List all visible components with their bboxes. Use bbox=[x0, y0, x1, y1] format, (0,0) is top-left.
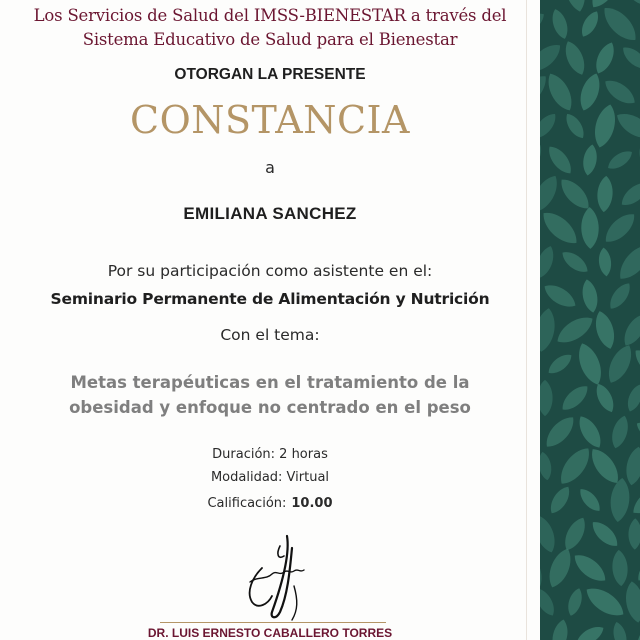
leaf-shape bbox=[616, 0, 640, 10]
leaf-shape bbox=[573, 622, 607, 640]
leaf-pattern-icon bbox=[540, 0, 640, 640]
leaf-shape bbox=[635, 208, 640, 247]
tema-label: Con el tema: bbox=[220, 326, 320, 344]
leaf-shape bbox=[633, 418, 640, 446]
leaf-shape bbox=[623, 580, 640, 624]
leaf-shape bbox=[543, 69, 578, 114]
leaf-shape bbox=[617, 178, 640, 210]
leaf-shape bbox=[540, 617, 547, 640]
leaf-shape bbox=[562, 111, 588, 142]
leaf-shape bbox=[635, 136, 640, 184]
leaf-shape bbox=[633, 551, 640, 585]
signer-name: DR. LUIS ERNESTO CABALLERO TORRES bbox=[147, 626, 393, 640]
leaf-shape bbox=[540, 9, 548, 40]
leaf-shape bbox=[558, 381, 592, 414]
seminar-name: Seminario Permanente de Alimentación y Nutrición bbox=[50, 290, 490, 308]
leaf-shape bbox=[556, 174, 595, 214]
recipient-name: EMILIANA SANCHEZ bbox=[183, 204, 357, 223]
header-line-2: Sistema Educativo de Salud para el Bienestar bbox=[82, 30, 458, 49]
leaf-shape bbox=[574, 413, 606, 452]
leaf-shape bbox=[570, 549, 611, 586]
modality-text: Modalidad: Virtual bbox=[210, 470, 330, 485]
leaf-shape bbox=[561, 38, 589, 77]
leaf-shape bbox=[598, 247, 613, 277]
leaf-shape bbox=[540, 141, 547, 179]
leaf-shape bbox=[540, 482, 541, 518]
grade-label: Calificación: bbox=[207, 496, 287, 511]
certificate-title: CONSTANCIA bbox=[130, 98, 410, 142]
grade-row bbox=[0, 496, 540, 511]
leaf-shape bbox=[540, 307, 558, 354]
signature-icon bbox=[232, 526, 312, 626]
grade-value: 10.00 bbox=[291, 496, 333, 511]
leaf-shape bbox=[550, 618, 571, 640]
content-divider bbox=[526, 0, 527, 640]
leaf-shape bbox=[549, 7, 571, 41]
leaf-shape bbox=[619, 43, 640, 73]
leaf-shape bbox=[540, 0, 560, 2]
leaf-shape bbox=[609, 477, 632, 523]
leaf-shape bbox=[624, 382, 640, 413]
leaf-shape bbox=[540, 39, 565, 77]
leaf-shape bbox=[540, 585, 558, 619]
leaf-shape bbox=[605, 147, 636, 173]
leaf-shape bbox=[601, 75, 639, 109]
leaf-shape bbox=[614, 239, 640, 285]
otorgan-text: OTORGAN LA PRESENTE bbox=[174, 66, 366, 83]
leaf-shape bbox=[540, 110, 560, 142]
leaf-shape bbox=[591, 102, 620, 149]
leaf-shape bbox=[619, 311, 640, 350]
duration-text: Duración: 2 horas bbox=[212, 447, 328, 462]
leaf-shape bbox=[581, 207, 599, 249]
leaf-shape bbox=[592, 309, 619, 351]
leaf-shape bbox=[596, 175, 614, 212]
leaf-shape bbox=[541, 280, 580, 312]
leaf-shape bbox=[637, 281, 640, 311]
leaf-shape bbox=[540, 380, 553, 416]
signature-line bbox=[160, 622, 386, 623]
leaf-shape bbox=[565, 586, 585, 617]
leaf-shape bbox=[581, 144, 599, 177]
leaf-shape bbox=[554, 443, 595, 489]
leaf-shape bbox=[592, 381, 617, 415]
leaf-shape bbox=[540, 212, 542, 243]
leaf-shape bbox=[540, 275, 543, 317]
leaf-shape bbox=[553, 311, 597, 348]
leaf-shape bbox=[609, 414, 632, 450]
leaf-shape bbox=[611, 621, 630, 640]
topic-line-2: obesidad y enfoque no centrado en el peso bbox=[69, 398, 471, 417]
leaf-shape bbox=[580, 278, 600, 314]
leaf-shape bbox=[628, 480, 640, 519]
leaf-shape bbox=[588, 517, 622, 551]
leaf-shape bbox=[540, 513, 559, 555]
leaf-shape bbox=[613, 108, 640, 144]
header-line-1: Los Servicios de Salud del IMSS-BIENESTAR a través del bbox=[33, 6, 507, 25]
topic-line-1: Metas terapéuticas en el tratamiento de la bbox=[70, 373, 470, 392]
leaf-shape bbox=[560, 514, 590, 553]
leaf-shape bbox=[581, 582, 628, 622]
leaf-shape bbox=[600, 208, 640, 247]
leaf-shape bbox=[540, 244, 557, 281]
leaf-shape bbox=[540, 206, 583, 249]
leaf-shape bbox=[578, 8, 602, 39]
leaf-shape bbox=[628, 518, 640, 550]
leaf-shape bbox=[544, 545, 576, 590]
leaf-shape bbox=[561, 0, 589, 14]
leaf-shape bbox=[598, 2, 640, 47]
leaf-shape bbox=[611, 549, 629, 586]
leaf-shape bbox=[592, 40, 619, 77]
leaf-shape bbox=[623, 445, 640, 487]
decorative-side-panel bbox=[540, 0, 640, 640]
leaf-shape bbox=[545, 350, 575, 377]
participation-text: Por su participación como asistente en el: bbox=[107, 262, 433, 280]
a-label: a bbox=[265, 158, 275, 177]
leaf-shape bbox=[544, 142, 576, 177]
leaf-shape bbox=[540, 172, 563, 217]
leaf-shape bbox=[546, 483, 574, 516]
leaf-shape bbox=[576, 485, 604, 515]
leaf-shape bbox=[540, 544, 548, 592]
leaf-shape bbox=[630, 345, 640, 384]
leaf-shape bbox=[573, 340, 606, 388]
leaf-shape bbox=[606, 279, 635, 312]
leaf-shape bbox=[540, 451, 553, 481]
leaf-shape bbox=[603, 341, 637, 386]
leaf-shape bbox=[559, 247, 592, 276]
leaf-shape bbox=[576, 71, 604, 113]
leaf-shape bbox=[541, 412, 579, 452]
